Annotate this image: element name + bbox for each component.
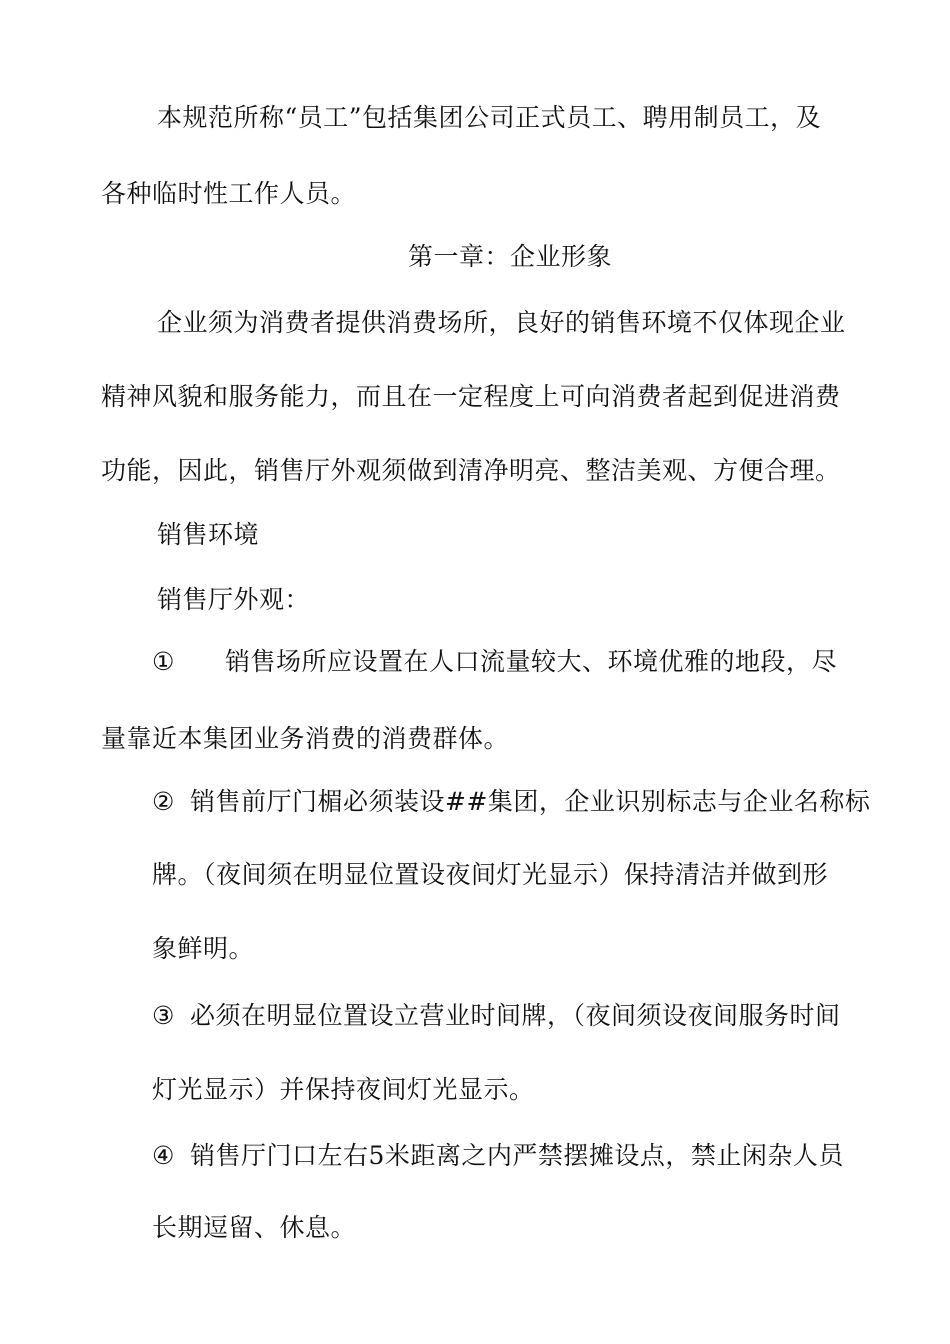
item-3-line-2: 灯光显示）并保持夜间灯光显示。 <box>152 1075 535 1104</box>
item-3-line-1: 必须在明显位置设立营业时间牌，（夜间须设夜间服务时间 <box>190 1001 841 1030</box>
subsection-heading: 销售厅外观： <box>157 585 311 614</box>
intro-line-2: 各种临时性工作人员。 <box>101 179 357 208</box>
item-2-line-3: 象鲜明。 <box>152 934 255 963</box>
item-1-marker: ① <box>152 647 175 676</box>
item-2-marker: ② <box>152 787 175 816</box>
item-1-line-2: 量靠近本集团业务消费的消费群体。 <box>101 724 510 753</box>
section-heading: 销售环境 <box>157 520 260 549</box>
item-4-marker: ④ <box>152 1141 175 1170</box>
item-3-marker: ③ <box>152 1001 175 1030</box>
item-4-line-2: 长期逗留、休息。 <box>152 1213 357 1242</box>
paragraph-line-1: 企业须为消费者提供消费场所，良好的销售环境不仅体现企业 <box>157 308 846 337</box>
chapter-title: 第一章：企业形象 <box>408 242 613 271</box>
item-2-line-2: 牌。（夜间须在明显位置设夜间灯光显示）保持清洁并做到形 <box>152 860 829 889</box>
paragraph-line-2: 精神风貌和服务能力，而且在一定程度上可向消费者起到促进消费 <box>101 382 841 411</box>
intro-line-1: 本规范所称“员工”包括集团公司正式员工、聘用制员工，及 <box>157 103 822 132</box>
item-4-line-1: 销售厅门口左右5米距离之内严禁摆摊设点，禁止闲杂人员 <box>190 1141 844 1170</box>
paragraph-line-3: 功能，因此，销售厅外观须做到清净明亮、整洁美观、方便合理。 <box>101 456 841 485</box>
item-2-line-1: 销售前厅门楣必须装设##集团，企业识别标志与企业名称标 <box>190 787 871 816</box>
item-1-line-1: 销售场所应设置在人口流量较大、环境优雅的地段，尽 <box>225 647 838 676</box>
